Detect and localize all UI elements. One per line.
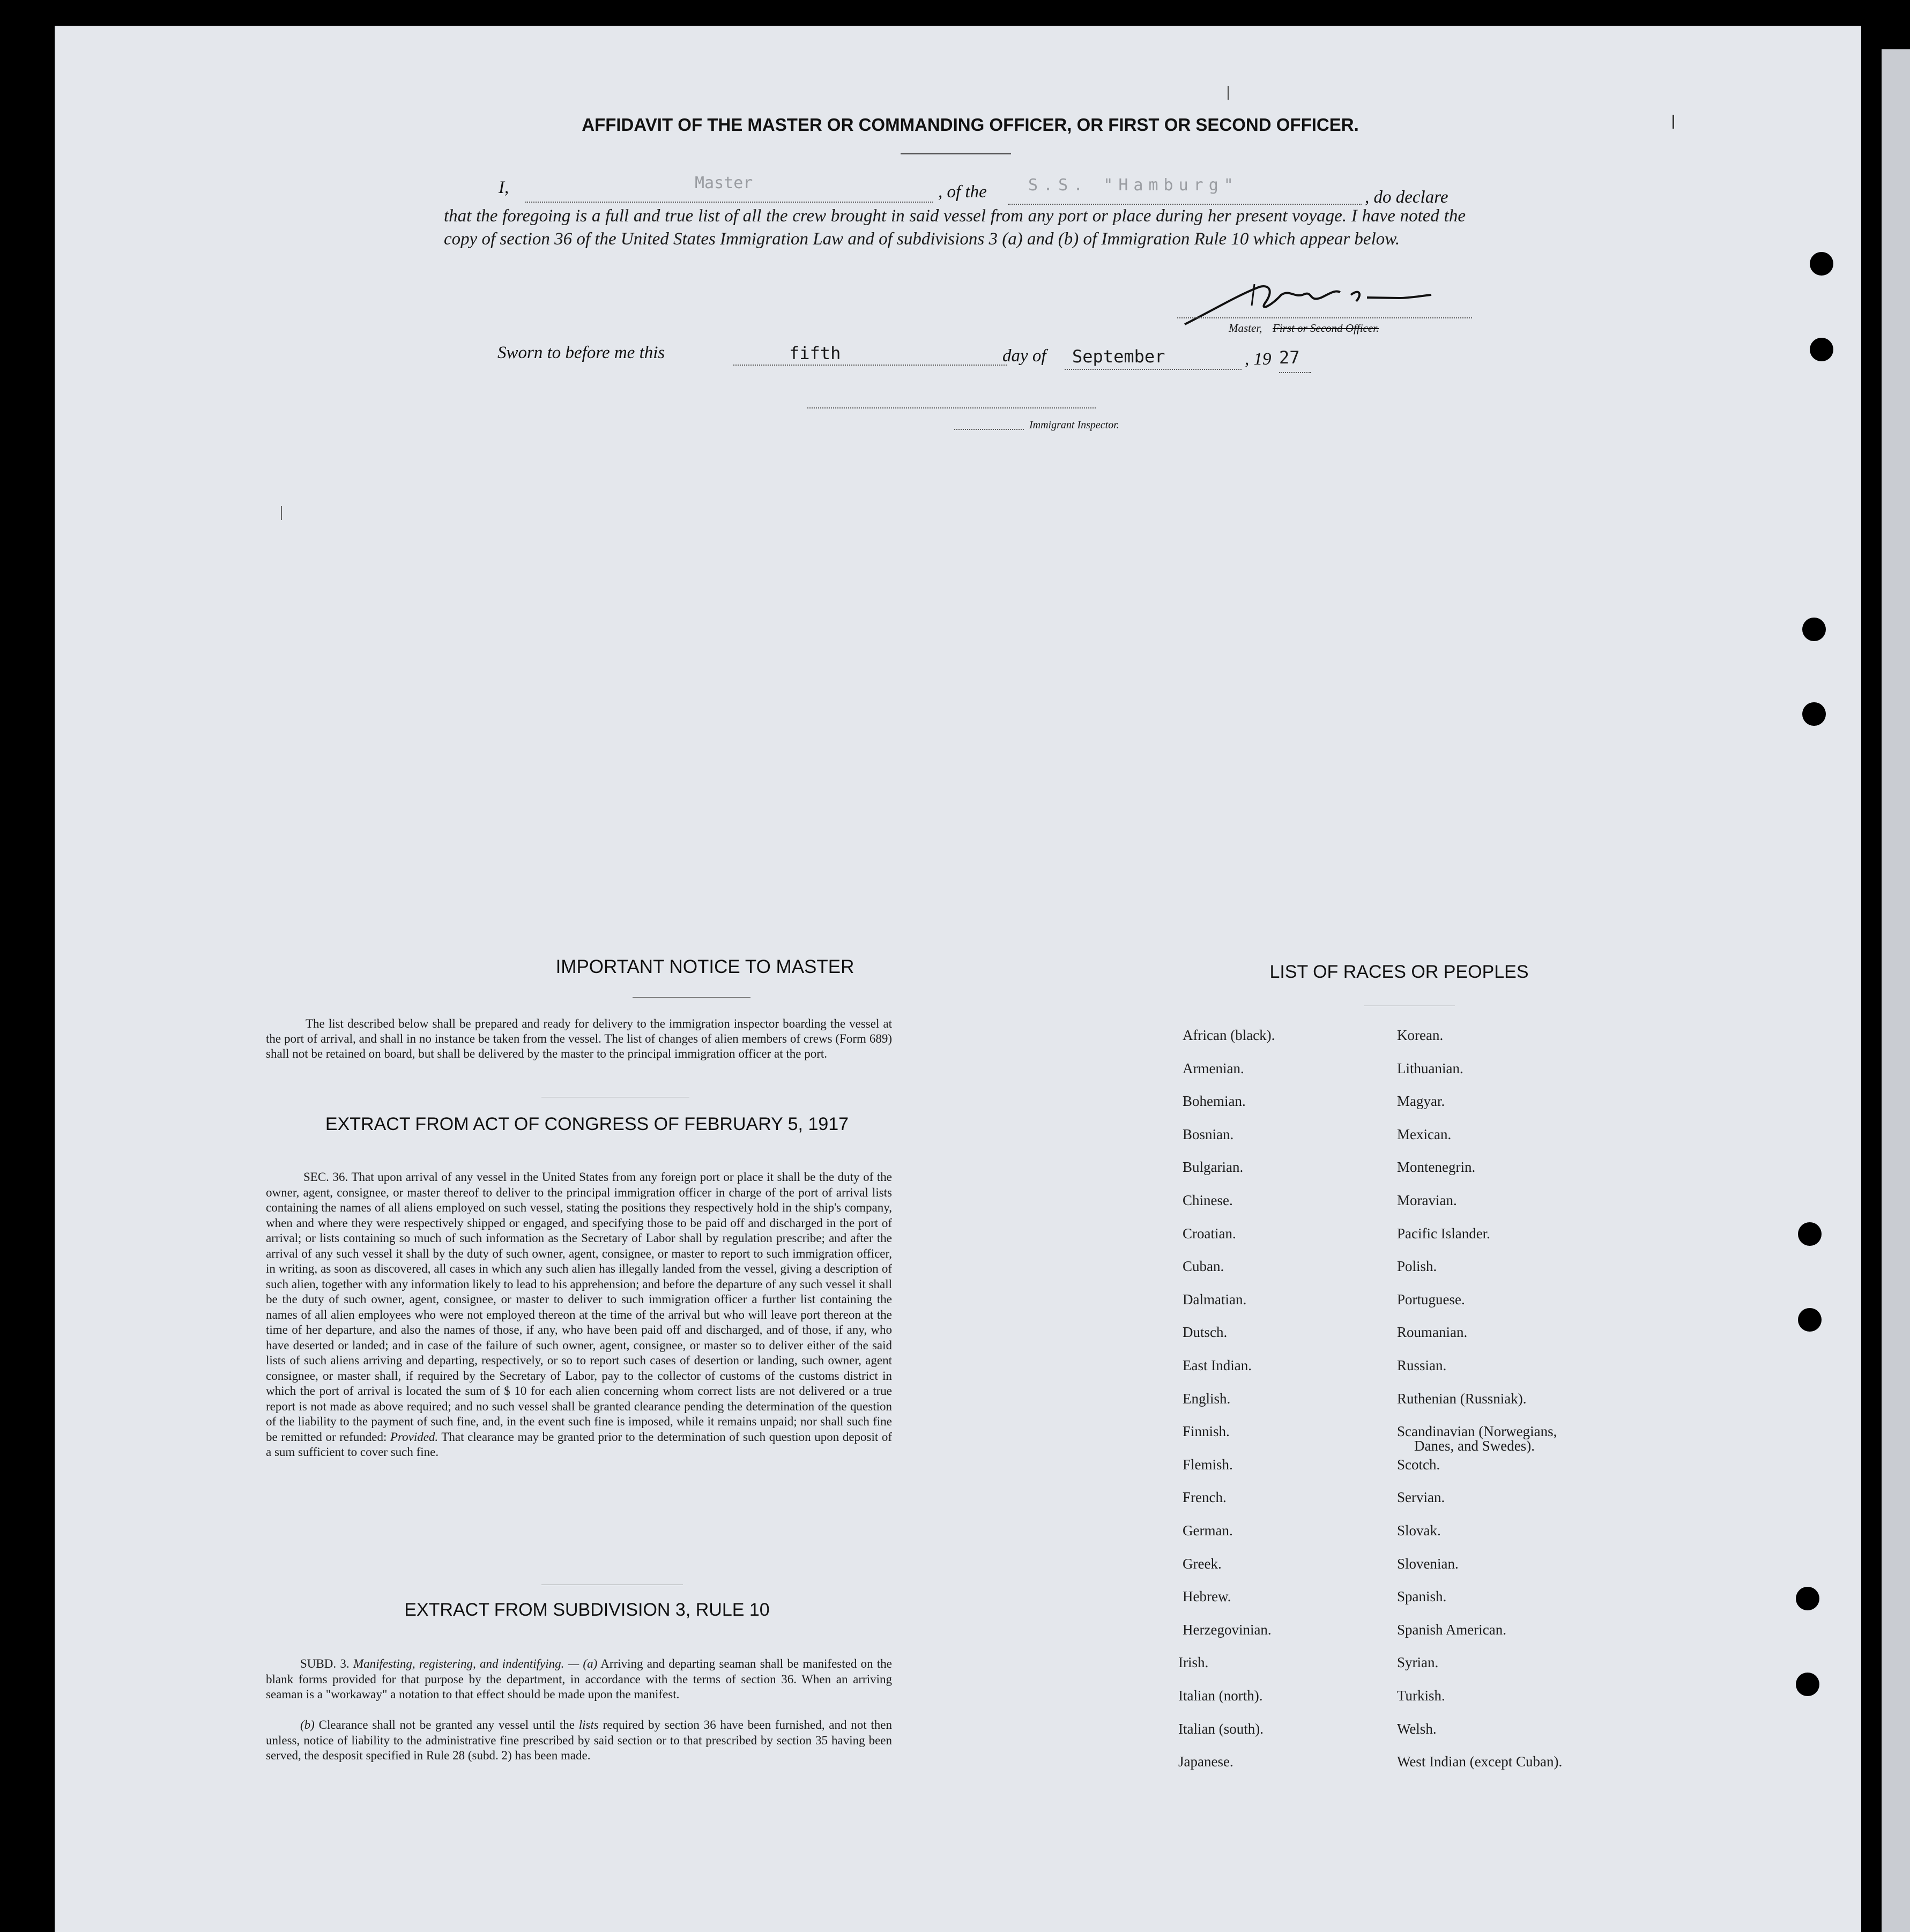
race-item: Italian (south). (1178, 1721, 1264, 1737)
race-item: Ruthenian (Russniak). (1397, 1391, 1527, 1407)
act-body: SEC. 36. That upon arrival of any vessel in the United States from any foreign port or place it shall be the duty of the owner, agent, consignee, or master thereof to deliver to the principal immigration officer in charge of the port of arrival lists containing the names of all aliens employed on such vessel, stating the positions they respectively hold in the ship's company, when and where they were respectively shipped or engaged, and specifying those to be paid off and discharged in the port of arrival; or lists containing so much of such information as the Secretary of Labor shall by regulation prescribe; and after the arrival of any such vessel it shall by the duty of such owner, agent, consignee, or master to report to such immigration officer, in writing, as soon as discovered, all cases in which any such alien has illegally landed from the vessel, giving a description of such alien, together with any information likely to lead to his apprehension; and before the departure of any such vessel it shall be the duty of such owner, agent, consignee, or master to deliver to such immigration officer a further list containing the names of all alien employees who were not employed thereon at the time of the arrival but who will leave port thereon at the time of her departure, and also the names of those, if any, who have been paid off and discharged, and of those, if any, who have deserted or landed; and in case of the failure of such owner, agent, consignee, or master so to deliver either of the said lists of such aliens arriving and departing, respectively, or so to report such cases of desertion or landing, such owner, agent consignee, or master shall, if required by the Secretary of Labor, pay to the collector of customs of the customs district in which the port of arrival is located the sum of $ 10 for each alien concerning whom correct lists are not delivered or a true report is not made as above required; and no such vessel shall be granted clearance pending the determination of the question of the liability to the payment of such fine, and, in the event such fine is imposed, while it remains unpaid; nor shall such fine be remitted or refunded: (266, 1170, 892, 1444)
affidavit-title: AFFIDAVIT OF THE MASTER OR COMMANDING OFFICER, OR FIRST OR SECOND OFFICER. (582, 115, 1359, 135)
race-item: Spanish American. (1397, 1622, 1506, 1638)
affidavit-i-label: I, (499, 178, 509, 197)
race-item: Bosnian. (1183, 1126, 1234, 1142)
sworn-label: Sworn to before me this (497, 343, 665, 362)
race-item: Montenegrin. (1397, 1159, 1476, 1175)
race-item: Mexican. (1397, 1126, 1452, 1142)
punch-hole (1802, 618, 1826, 641)
master-fill-value: Master (695, 174, 753, 192)
master-fill-line (525, 202, 933, 203)
punch-hole (1798, 1308, 1822, 1332)
punch-hole (1810, 252, 1833, 276)
inspector-caption-line (954, 429, 1024, 430)
day-fill-value: fifth (789, 343, 841, 363)
act-provided: Provided. (390, 1430, 439, 1444)
race-item: Servian. (1397, 1489, 1445, 1505)
race-item: Chinese. (1183, 1192, 1233, 1208)
race-item: Welsh. (1397, 1721, 1437, 1737)
race-item: Bulgarian. (1183, 1159, 1244, 1175)
race-item: Dalmatian. (1183, 1291, 1247, 1307)
race-item: French. (1183, 1489, 1227, 1505)
subdivision-title: EXTRACT FROM SUBDIVISION 3, RULE 10 (404, 1600, 770, 1620)
signature-caption-struck: First or Second Officer. (1273, 322, 1379, 335)
scan-mark (1673, 115, 1674, 129)
race-item: Italian (north). (1178, 1688, 1263, 1704)
notice-title: IMPORTANT NOTICE TO MASTER (555, 956, 854, 977)
race-item: Polish. (1397, 1258, 1437, 1274)
affidavit-of-the: , of the (938, 182, 987, 202)
subdivision-b-lists: lists (578, 1718, 599, 1732)
race-item: Armenian. (1183, 1060, 1244, 1076)
race-item: Portuguese. (1397, 1291, 1465, 1307)
race-item: Scandinavian (Norwegians, (1397, 1423, 1557, 1439)
punch-hole (1798, 1222, 1822, 1246)
race-item: East Indian. (1183, 1357, 1252, 1373)
race-item: Greek. (1183, 1556, 1222, 1572)
month-fill-value: September (1072, 346, 1165, 367)
act-text (266, 1170, 892, 1460)
affidavit-body: that the foregoing is a full and true list of all the crew brought in said vessel from any port or place during her present voyage. I have noted the copy of section 36 of the United States Immigration Law and of subdivisions 3 (a) and (b) of Immigration Rule 10 which appear below. (444, 206, 1466, 249)
race-item: Roumanian. (1397, 1324, 1468, 1340)
adjacent-page-edge (1882, 49, 1910, 1932)
punch-hole (1810, 338, 1833, 361)
punch-hole (1796, 1587, 1819, 1610)
race-item: Japanese. (1178, 1753, 1233, 1770)
day-fill-line (733, 365, 1007, 366)
subdivision-a-text (266, 1656, 892, 1703)
notice-underline (633, 997, 750, 998)
vessel-fill-value: S.S. "Hamburg" (1028, 176, 1239, 195)
race-item: Herzegovinian. (1183, 1622, 1272, 1638)
race-item: Spanish. (1397, 1588, 1447, 1604)
races-title: LIST OF RACES OR PEOPLES (1269, 962, 1529, 982)
subdivision-b-text (266, 1718, 892, 1764)
notice-text: The list described below shall be prepared and ready for delivery to the immigration inspector boarding the vessel at the port of arrival, and shall in no instance be taken from the vessel. The list of changes of alien members of crews (Form 689) shall not be retained on board, but shall be delivered by the master to the principal immigration officer at the port. (266, 1017, 892, 1060)
scan-mark (281, 506, 282, 520)
subdivision-b-italic: (b) (300, 1718, 315, 1732)
subdivision-a-lead: SUBD. 3. (300, 1657, 350, 1670)
race-item: Dutsch. (1183, 1324, 1228, 1340)
race-item: Pacific Islander. (1397, 1225, 1490, 1242)
race-item: Scotch. (1397, 1457, 1440, 1473)
race-item: Hebrew. (1183, 1588, 1231, 1604)
race-item: Croatian. (1183, 1225, 1236, 1242)
race-item: Slovak. (1397, 1522, 1441, 1539)
month-fill-line (1065, 369, 1242, 370)
punch-hole (1796, 1673, 1819, 1696)
year-fill-line (1279, 372, 1311, 373)
year-prefix: , 19 (1245, 350, 1272, 369)
race-item: German. (1183, 1522, 1233, 1539)
race-item: Lithuanian. (1397, 1060, 1463, 1076)
race-item: Turkish. (1397, 1688, 1445, 1704)
inspector-caption: Immigrant Inspector. (1029, 419, 1119, 431)
subdivision-b-body1: Clearance shall not be granted any vessel until the (318, 1718, 575, 1732)
race-item: West Indian (except Cuban). (1397, 1753, 1563, 1770)
act-body-after: That clearance may be granted prior to the determination of such question upon deposit of a sum sufficient to cover such fine. (266, 1430, 892, 1459)
race-item: Danes, and Swedes). (1414, 1438, 1535, 1454)
race-item: English. (1183, 1391, 1231, 1407)
race-item: Finnish. (1183, 1423, 1230, 1439)
race-item: Russian. (1397, 1357, 1447, 1373)
race-item: African (black). (1183, 1027, 1275, 1043)
title-underline (901, 153, 1011, 154)
signature-line (1177, 317, 1472, 318)
race-item: Cuban. (1183, 1258, 1224, 1274)
day-of-label: day of (1002, 346, 1046, 366)
subdivision-a-italic: Manifesting, registering, and indentifying. — (a) (353, 1657, 598, 1670)
race-item: Korean. (1397, 1027, 1444, 1043)
race-item: Bohemian. (1183, 1093, 1246, 1109)
affidavit-do-declare: , do declare (1365, 188, 1448, 207)
subdivision-b-body2: required by section 36 have been furnished, and not then unless, notice of liability to the administrative fine prescribed by said section or to that prescribed by section 35 having been served, the desposit specified in Rule 28 (subd. 2) has been made. (266, 1718, 893, 1762)
race-item: Syrian. (1397, 1654, 1439, 1670)
signature-caption-master: Master, (1229, 322, 1262, 335)
year-fill-value: 27 (1279, 347, 1300, 368)
punch-hole (1802, 702, 1826, 726)
inspector-signature-line (807, 407, 1096, 408)
race-item: Magyar. (1397, 1093, 1445, 1109)
scan-mark (1228, 86, 1229, 100)
race-item: Slovenian. (1397, 1556, 1459, 1572)
subdivision-a-body: Arriving and departing seaman shall be manifested on the blank forms provided for that purpose by the department, in accordance with the terms of section 36. When an arriving seaman is a "workaway" a notation to that effect should be made upon the manifest. (266, 1657, 893, 1701)
race-item: Irish. (1178, 1654, 1209, 1670)
race-item: Moravian. (1397, 1192, 1457, 1208)
race-item: Flemish. (1183, 1457, 1233, 1473)
act-title: EXTRACT FROM ACT OF CONGRESS OF FEBRUARY 5, 1917 (325, 1114, 849, 1134)
